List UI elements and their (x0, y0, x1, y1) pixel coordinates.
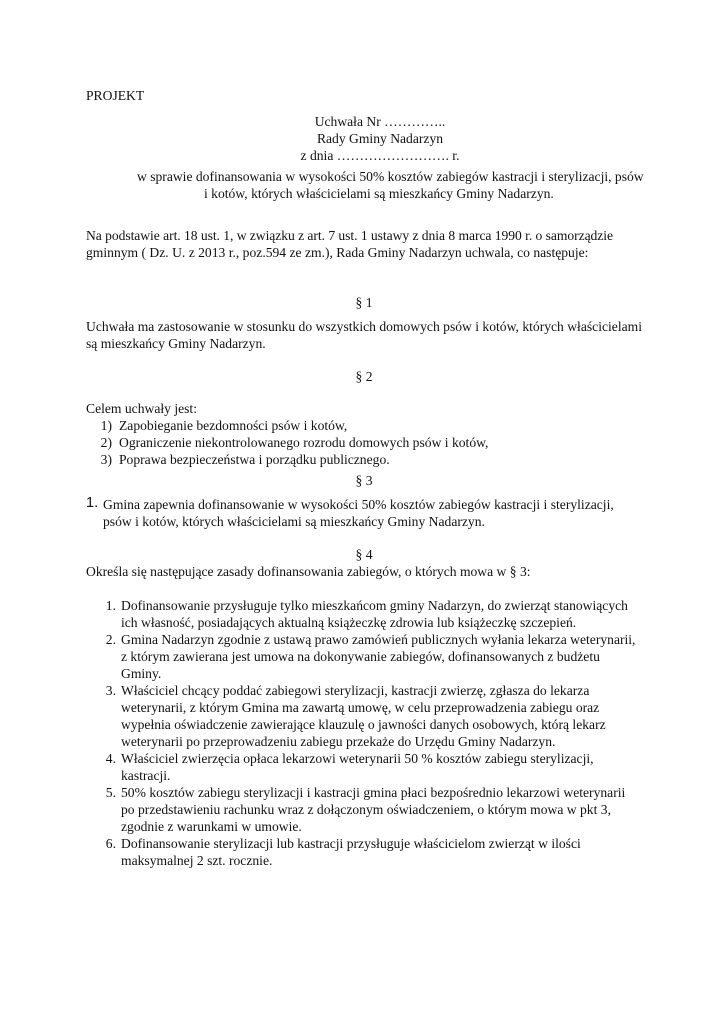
section-3-marker: 1. (86, 495, 99, 511)
list-marker: 1) (100, 418, 112, 433)
section-1-heading: § 1 (355, 295, 373, 310)
preamble-line: Na podstawie art. 18 ust. 1, w związku z art. 7 ust. 1 ustawy z dnia 8 marca 1990 r. o samorządzie (86, 228, 613, 243)
section-4-list (96, 597, 635, 869)
list-marker: 3) (100, 452, 112, 467)
list-marker: 4. (105, 751, 116, 766)
list-item-line: Właściciel chcący poddać zabiegowi sterylizacji, kastracji zwierzę, zgłasza do lekarza (121, 683, 590, 698)
list-item-line: 50% kosztów zabiegu sterylizacji i kastracji gmina płaci bezpośrednio lekarzowi weterynarii (121, 785, 626, 800)
list-item-line: Dofinansowanie sterylizacji lub kastracji przysługuje właścicielom zwierząt w ilości (121, 836, 581, 851)
list-item (96, 784, 635, 835)
list-item (86, 417, 488, 434)
section-1-line: Uchwała ma zastosowanie w stosunku do wszystkich domowych psów i kotów, których właścicielami (86, 319, 642, 334)
list-item-line: kastracji. (121, 768, 171, 783)
section-2-list (86, 417, 488, 468)
list-item (96, 835, 635, 869)
list-marker: 6. (105, 836, 116, 851)
list-item-line: Dofinansowanie przysługuje tylko mieszkańcom gminy Nadarzyn, do zwierząt stanowiących (121, 598, 628, 613)
list-item-text: Zapobieganie bezdomności psów i kotów, (119, 418, 348, 433)
list-item (86, 434, 488, 451)
list-item (96, 682, 635, 750)
section-3-line: psów i kotów, których właścicielami są mieszkańcy Gminy Nadarzyn. (103, 514, 485, 529)
list-marker: 2) (100, 435, 112, 450)
list-item-line: maksymalnej 2 szt. rocznie. (121, 853, 273, 868)
section-3-heading: § 3 (355, 473, 373, 488)
list-item (96, 750, 635, 784)
resolution-council: Rady Gminy Nadarzyn (316, 131, 444, 146)
section-3-line: Gmina zapewnia dofinansowanie w wysokości 50% kosztów zabiegów kastracji i sterylizacji, (103, 497, 614, 512)
list-item-line: Gmina Nadarzyn zgodnie z ustawą prawo zamówień publicznych wyłania lekarza weterynarii, (121, 632, 636, 647)
list-item-line: z którym zawierana jest umowa na dokonywanie zabiegów, dofinansowanych z budżetu (121, 649, 600, 664)
list-item-line: weterynarii, z którym Gmina ma zawartą umowę, w celu przeprowadzenia zabiegu oraz (121, 700, 600, 715)
resolution-subject-line2: i kotów, których właścicielami są mieszkańcy Gminy Nadarzyn. (204, 186, 554, 201)
list-item-line: wypełnia oświadczenie zawierające klauzulę o jawności danych osobowych, którą lekarz (121, 717, 606, 732)
section-2-heading: § 2 (355, 369, 373, 384)
list-item-line: po przedstawieniu rachunku wraz z dołączonym oświadczeniem, o którym mowa w pkt 3, (121, 802, 611, 817)
preamble-line: gminnym ( Dz. U. z 2013 r., poz.594 ze zm.), Rada Gminy Nadarzyn uchwala, co następuje: (86, 245, 589, 260)
resolution-date: z dnia ……………………. r. (300, 148, 460, 163)
preamble (86, 227, 642, 261)
list-marker: 2. (105, 632, 116, 647)
list-marker: 3. (105, 683, 116, 698)
resolution-number: Uchwała Nr ………….. (314, 114, 446, 129)
list-marker: 1. (105, 598, 116, 613)
resolution-subject-line1: w sprawie dofinansowania w wysokości 50% kosztów zabiegów kastracji i sterylizacji, psów (137, 169, 644, 184)
list-item (96, 597, 635, 631)
list-marker: 5. (105, 785, 116, 800)
section-4-intro: Określa się następujące zasady dofinansowania zabiegów, o których mowa w § 3: (86, 564, 531, 579)
list-item-line: Gminy. (121, 666, 162, 681)
list-item-line: weterynarii po przeprowadzeniu zabiegu przekaże do Urzędu Gminy Nadarzyn. (121, 734, 556, 749)
section-2-intro: Celem uchwały jest: (86, 401, 197, 416)
section-1-line: są mieszkańcy Gminy Nadarzyn. (86, 336, 266, 351)
project-label: PROJEKT (86, 88, 145, 103)
list-item-line: Właściciel zwierzęcia opłaca lekarzowi weterynarii 50 % kosztów zabiegu sterylizacji, (121, 751, 594, 766)
section-1-text (86, 318, 642, 352)
list-item (86, 451, 488, 468)
list-item-line: ich własność, posiadających aktualną książeczkę zdrowia lub książeczkę szczepień. (121, 615, 577, 630)
list-item-text: Poprawa bezpieczeństwa i porządku publicznego. (119, 452, 390, 467)
section-4-heading: § 4 (355, 547, 373, 562)
list-item-text: Ograniczenie niekontrolowanego rozrodu domowych psów i kotów, (119, 435, 489, 450)
list-item-line: zgodnie z warunkami w umowie. (121, 819, 302, 834)
list-item (96, 631, 635, 682)
